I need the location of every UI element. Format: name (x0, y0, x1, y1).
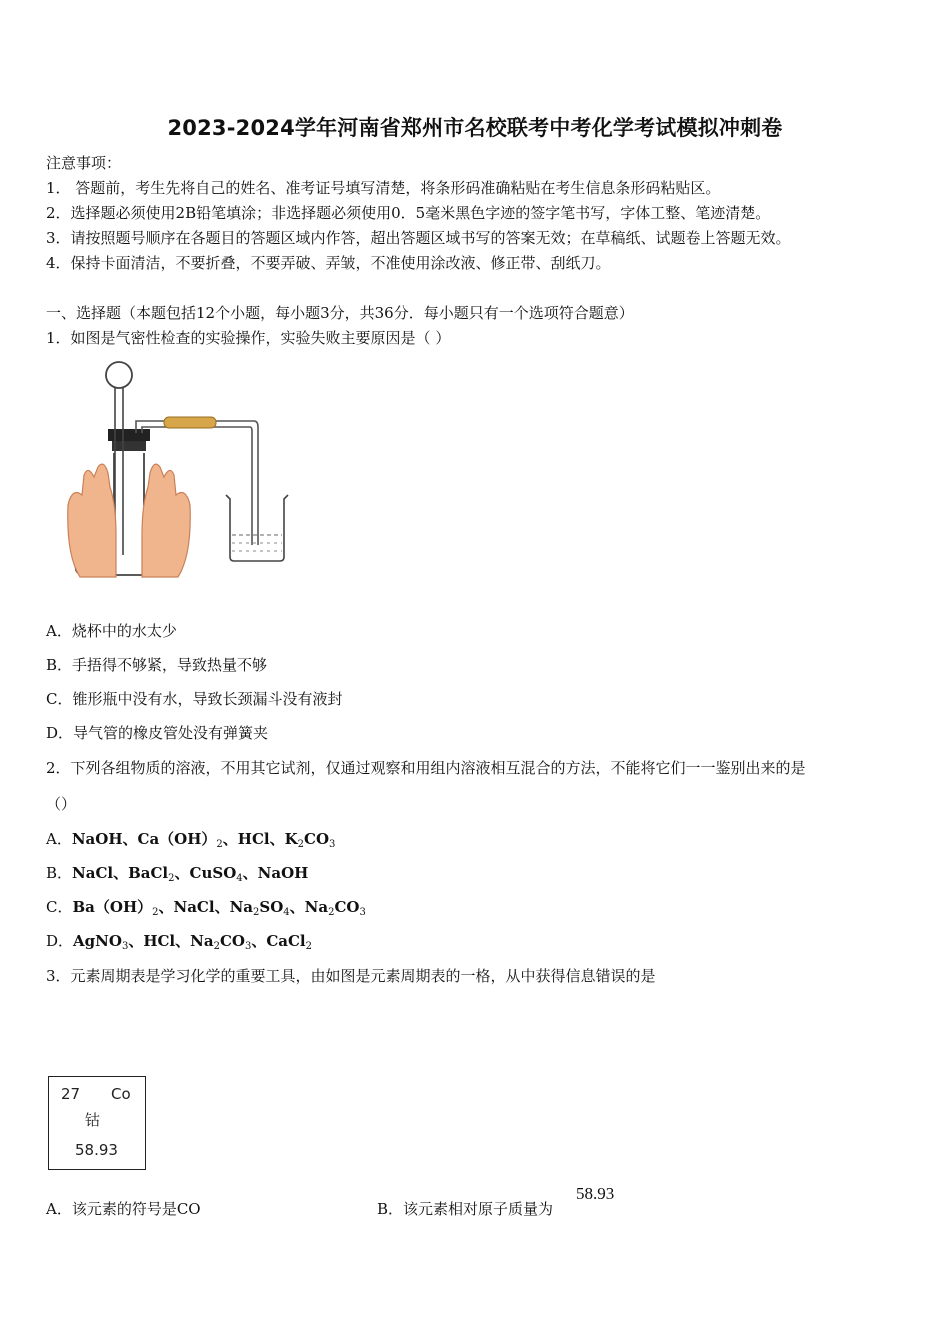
question-3-stem: 3．元素周期表是学习化学的重要工具，由如图是元素周期表的一格，从中获得信息错误的是 (46, 967, 656, 985)
atomic-mass: 58.93 (75, 1141, 118, 1159)
right-hand (142, 464, 190, 577)
section-heading: 一、选择题（本题包括12个小题，每小题3分，共36分．每小题只有一个选项符合题意） (46, 304, 634, 322)
q1-option-a: A．烧杯中的水太少 (46, 622, 177, 640)
q3-option-a: A．该元素的符号是CO (46, 1200, 201, 1218)
beaker (226, 495, 288, 561)
atomic-number: 27 (61, 1085, 81, 1103)
question-2-stem: 2．下列各组物质的溶液，不用其它试剂，仅通过观察和用组内溶液相互混合的方法，不能将它们一一鉴别出来的是 (46, 759, 806, 777)
note-item: 1． 答题前，考生先将自己的姓名、准考证号填写清楚，将条形码准确粘贴在考生信息条形码粘贴区。 (46, 179, 721, 197)
left-hand (68, 464, 116, 577)
note-item: 3．请按照题号顺序在各题目的答题区域内作答，超出答题区域书写的答案无效；在草稿纸、试题卷上答题无效。 (46, 229, 791, 247)
q3-option-b: B．该元素相对原子质量为 (377, 1200, 554, 1218)
notes-heading: 注意事项： (46, 154, 122, 172)
q1-option-d: D．导气管的橡皮管处没有弹簧夹 (46, 724, 269, 742)
question-1-stem: 1．如图是气密性检查的实验操作，实验失败主要原因是（ ） (46, 329, 451, 347)
q1-option-c: C．锥形瓶中没有水，导致长颈漏斗没有液封 (46, 690, 343, 708)
q3-option-b-value: 58.93 (576, 1184, 615, 1203)
periodic-table-cell (48, 1076, 146, 1170)
page-title: 2023-2024学年河南省郑州市名校联考中考化学考试模拟冲刺卷 (167, 116, 783, 140)
element-symbol: Co (111, 1085, 131, 1103)
note-item: 4．保持卡面清洁，不要折叠，不要弄破、弄皱，不准使用涂改液、修正带、刮纸刀。 (46, 254, 611, 272)
q1-option-b: B．手捂得不够紧，导致热量不够 (46, 656, 268, 674)
element-name: 钴 (85, 1111, 101, 1129)
rubber-tube (164, 417, 216, 428)
q2-option-a: A．NaOH、$Ca(OH)_2$、HCl、$K_2CO_3$ (46, 830, 336, 850)
long-neck-funnel (106, 362, 132, 388)
q2-option-b: B．NaCl、BaCl$_2$、CuSO$_4$、NaOH (46, 864, 309, 884)
q2-option-c: C．$Ba(OH)_2$、NaCl、$Na_2SO_4$、$Na_2CO_3$ (46, 898, 366, 918)
note-item: 2．选择题必须使用2B铅笔填涂；非选择题必须使用0．5毫米黑色字迹的签字笔书写，字体工整、笔迹清楚。 (46, 204, 771, 222)
q2-option-d: D．AgNO$_3$、HCl、$Na_2CO_3$、CaCl$_2$ (46, 932, 312, 952)
airtightness-apparatus-figure (62, 355, 302, 585)
question-2-bracket: （） (46, 795, 77, 813)
